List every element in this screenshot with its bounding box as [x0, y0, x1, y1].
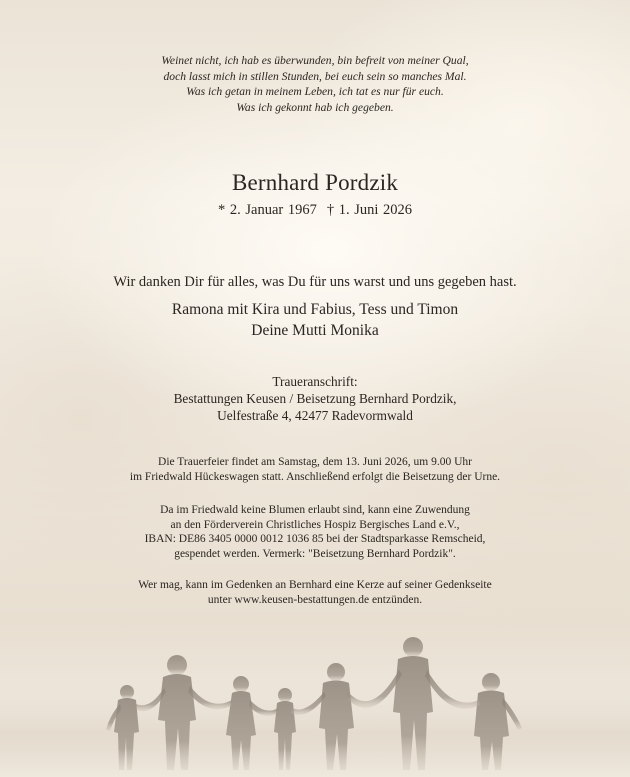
candle-line: Wer mag, kann im Gedenken an Bernhard eine Kerze auf seiner Gedenkseite: [138, 579, 492, 591]
candle-line: unter www.keusen-bestattungen.de entzünden.: [207, 593, 423, 606]
address-line: Uelfestraße 4, 42477 Radevormwald: [217, 408, 413, 423]
birth-date: * 2. Januar 1967: [217, 202, 317, 218]
memorial-poem: [0, 53, 630, 115]
thanks-text: Wir danken Dir für alles, was Du für uns warst und uns gegeben hast.: [113, 274, 517, 290]
donation-line: Da im Friedwald keine Blumen erlaubt sind, kann eine Zuwendung: [160, 504, 470, 516]
life-dates: [0, 201, 630, 219]
donation-line: IBAN: DE86 3405 0000 0012 1036 85 bei der Stadtsparkasse Remscheid,: [144, 533, 486, 546]
ceremony-line: Die Trauerfeier findet am Samstag, dem 13. Juni 2026, um 9.00 Uhr: [158, 456, 472, 468]
family-line: Deine Mutti Monika: [251, 322, 379, 339]
poem-line: Was ich getan in meinem Leben, ich tat es nur für euch.: [186, 85, 444, 98]
mourning-address: [0, 373, 630, 424]
family-signatures: [0, 299, 630, 341]
ceremony-info: [0, 455, 630, 484]
poem-line: doch lasst mich in stillen Stunden, bei euch sein so manches Mal.: [163, 69, 467, 83]
address-heading: Traueranschrift:: [272, 374, 358, 389]
address-line: Bestattungen Keusen / Beisetzung Bernhard Pordzik,: [173, 391, 457, 406]
donation-line: an den Förderverein Christliches Hospiz Bergisches Land e.V.,: [170, 518, 460, 531]
candle-info: [0, 578, 630, 607]
poem-line: Weinet nicht, ich hab es überwunden, bin befreit von meiner Qual,: [161, 54, 469, 67]
beach-background: [0, 680, 630, 777]
death-date: † 1. Juni 2026: [326, 202, 412, 218]
family-line: Ramona mit Kira und Fabius, Tess und Timon: [171, 301, 459, 318]
ceremony-line: im Friedwald Hückeswagen statt. Anschließend erfolgt die Beisetzung der Urne.: [129, 470, 501, 483]
poem-line: Was ich gekonnt hab ich gegeben.: [236, 100, 394, 114]
family-silhouette-image: [0, 620, 630, 777]
donation-info: [0, 503, 630, 561]
donation-line: gespendet werden. Vermerk: "Beisetzung Bernhard Pordzik".: [174, 547, 456, 560]
deceased-name: Bernhard Pordzik: [231, 170, 399, 195]
